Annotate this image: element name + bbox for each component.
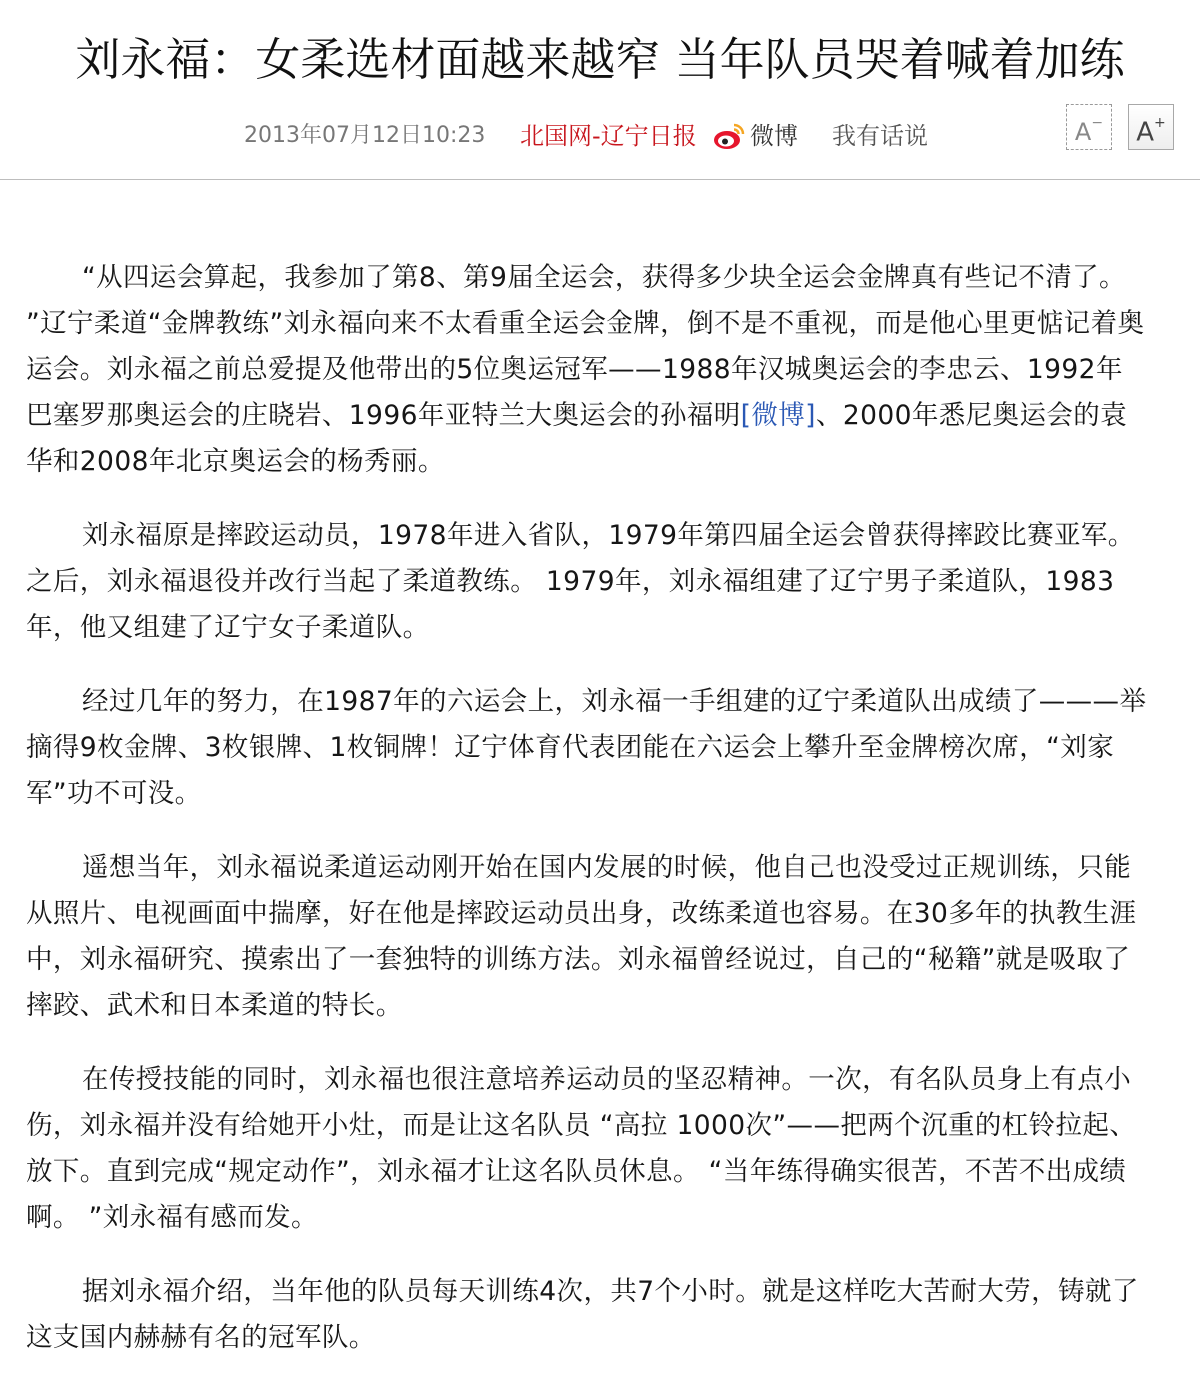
weibo-profile-link[interactable]: [微博] bbox=[740, 400, 816, 431]
page-title: 刘永福：女柔选材面越来越窄 当年队员哭着喊着加练 bbox=[75, 33, 1125, 86]
paragraph-1-text-a: “从四运会算起，我参加了第8、第9届全运会，获得多少块全运会金牌真有些记不清了。 ”辽宁柔道“金牌教练”刘永福向来不太看重全运会金牌，倒不是不重视，而是他心里更惦记着奥运会。刘永福之前总爱提及他带出的5位奥运冠军——1988年汉城奥运会的李忠云、1992年巴塞罗那奥运会的庄晓岩、1996年亚特兰大奥运会的孙福明 bbox=[26, 262, 1145, 431]
publish-date: 2013年07月12日10:23 bbox=[244, 123, 486, 148]
comment-link[interactable]: 我有话说 bbox=[832, 122, 928, 150]
article-body bbox=[26, 255, 1148, 1389]
increase-font-button[interactable] bbox=[1128, 104, 1174, 150]
paragraph-5: 在传授技能的同时，刘永福也很注意培养运动员的坚忍精神。一次，有名队员身上有点小伤，刘永福并没有给她开小灶，而是让这名队员 “高拉 1000次”——把两个沉重的杠铃拉起、放下。直到完成“规定动作”，刘永福才让这名队员休息。 “当年练得确实很苦，不苦不出成绩啊。 ”刘永福有感而发。 bbox=[26, 1064, 1137, 1233]
font-small-letter: A bbox=[1074, 118, 1092, 146]
font-large-letter: A bbox=[1136, 117, 1155, 148]
minus-icon: − bbox=[1091, 115, 1104, 131]
paragraph-1-text-b: 、2000年悉尼奥运会的袁华和2008年北京奥运会的杨秀丽。 bbox=[26, 400, 1128, 477]
weibo-icon bbox=[712, 121, 746, 151]
article-header bbox=[0, 0, 1200, 180]
weibo-share-button[interactable] bbox=[712, 118, 798, 154]
paragraph-6: 据刘永福介绍，当年他的队员每天训练4次，共7个小时。就是这样吃大苦耐大劳，铸就了这支国内赫赫有名的冠军队。 bbox=[26, 1276, 1139, 1353]
source-link[interactable]: 北国网-辽宁日报 bbox=[520, 122, 697, 150]
paragraph-4: 遥想当年，刘永福说柔道运动刚开始在国内发展的时候，他自己也没受过正规训练，只能从照片、电视画面中揣摩，好在他是摔跤运动员出身，改练柔道也容易。在30多年的执教生涯中，刘永福研究、摸索出了一套独特的训练方法。刘永福曾经说过，自己的“秘籍”就是吸取了摔跤、武术和日本柔道的特长。 bbox=[26, 852, 1137, 1021]
paragraph-3: 经过几年的努力，在1987年的六运会上，刘永福一手组建的辽宁柔道队出成绩了———举摘得9枚金牌、3枚银牌、1枚铜牌！辽宁体育代表团能在六运会上攀升至金牌榜次席，“刘家军”功不可没。 bbox=[26, 686, 1147, 809]
decrease-font-button[interactable] bbox=[1066, 104, 1112, 150]
paragraph-1 bbox=[26, 255, 1148, 485]
weibo-label: 微博 bbox=[750, 122, 798, 150]
plus-icon: + bbox=[1154, 115, 1166, 131]
paragraph-2: 刘永福原是摔跤运动员，1978年进入省队，1979年第四届全运会曾获得摔跤比赛亚军。之后，刘永福退役并改行当起了柔道教练。 1979年，刘永福组建了辽宁男子柔道队，1983年，他又组建了辽宁女子柔道队。 bbox=[26, 520, 1135, 643]
